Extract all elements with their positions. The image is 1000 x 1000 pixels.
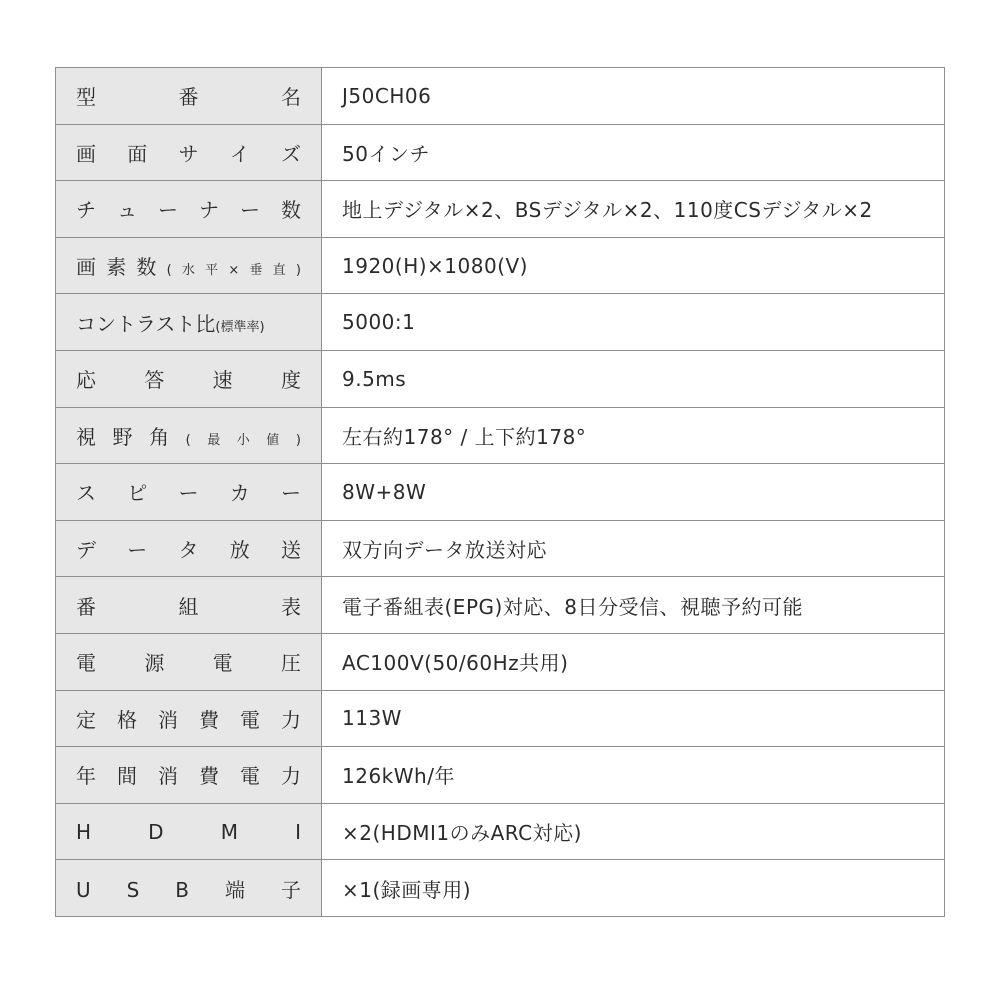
spec-label: デ ー タ 放 送 — [76, 538, 301, 563]
spec-row-data-broadcast — [56, 520, 945, 577]
spec-row-hdmi — [56, 803, 945, 860]
spec-row-contrast — [56, 294, 945, 351]
spec-row-epg — [56, 577, 945, 634]
spec-label-cell — [56, 633, 322, 690]
spec-value: ×2(HDMI1のみARC対応) — [322, 803, 945, 860]
spec-label-cell — [56, 690, 322, 747]
spec-value: 126kWh/年 — [322, 747, 945, 804]
spec-label-cell — [56, 294, 322, 351]
spec-value: 50インチ — [322, 124, 945, 181]
spec-row-speaker — [56, 464, 945, 521]
spec-row-tuners — [56, 181, 945, 238]
spec-value: 1920(H)×1080(V) — [322, 237, 945, 294]
spec-label: チ ュ ー ナ ー 数 — [76, 198, 301, 223]
spec-label-cell — [56, 464, 322, 521]
spec-row-model — [56, 68, 945, 125]
spec-value: 地上デジタル×2、BSデジタル×2、110度CSデジタル×2 — [322, 181, 945, 238]
spec-label: ス ピ ー カ ー — [76, 481, 301, 506]
spec-label: 型 番 名 — [76, 85, 301, 110]
spec-row-screen-size — [56, 124, 945, 181]
spec-label-cell — [56, 577, 322, 634]
spec-row-usb — [56, 860, 945, 917]
spec-row-resolution — [56, 237, 945, 294]
spec-label: コントラスト比 (標準率) — [76, 311, 265, 336]
spec-label-cell — [56, 350, 322, 407]
spec-value: 双方向データ放送対応 — [322, 520, 945, 577]
spec-label-cell — [56, 237, 322, 294]
spec-label: 視 野 角 ( 最 小 値 ) — [76, 424, 301, 449]
spec-label: 応 答 速 度 — [76, 368, 301, 393]
spec-row-viewing-angle — [56, 407, 945, 464]
spec-row-rated-power — [56, 690, 945, 747]
spec-value: J50CH06 — [322, 68, 945, 125]
spec-label-cell — [56, 860, 322, 917]
spec-label-cell — [56, 520, 322, 577]
spec-label: H D M I — [76, 819, 301, 844]
spec-value: 9.5ms — [322, 350, 945, 407]
spec-value: 電子番組表(EPG)対応、8日分受信、視聴予約可能 — [322, 577, 945, 634]
spec-value: 113W — [322, 690, 945, 747]
spec-label-cell — [56, 68, 322, 125]
spec-label: 年 間 消 費 電 力 — [76, 764, 301, 789]
spec-row-response — [56, 350, 945, 407]
spec-label: 定 格 消 費 電 力 — [76, 707, 301, 732]
spec-label: U S B 端 子 — [76, 877, 301, 902]
spec-label: 番 組 表 — [76, 594, 301, 619]
spec-label-cell — [56, 181, 322, 238]
spec-label-cell — [56, 124, 322, 181]
spec-value: AC100V(50/60Hz共用) — [322, 633, 945, 690]
spec-label: 画 面 サ イ ズ — [76, 141, 301, 166]
spec-table — [55, 67, 945, 917]
spec-value: 左右約178° / 上下約178° — [322, 407, 945, 464]
spec-label: 電 源 電 圧 — [76, 651, 301, 676]
spec-label-cell — [56, 747, 322, 804]
spec-label-cell — [56, 407, 322, 464]
spec-label-cell — [56, 803, 322, 860]
spec-value: 5000:1 — [322, 294, 945, 351]
spec-row-annual-power — [56, 747, 945, 804]
spec-row-voltage — [56, 633, 945, 690]
spec-value: ×1(録画専用) — [322, 860, 945, 917]
spec-label: 画 素 数 ( 水 平 × 垂 直 ) — [76, 255, 301, 280]
spec-value: 8W+8W — [322, 464, 945, 521]
